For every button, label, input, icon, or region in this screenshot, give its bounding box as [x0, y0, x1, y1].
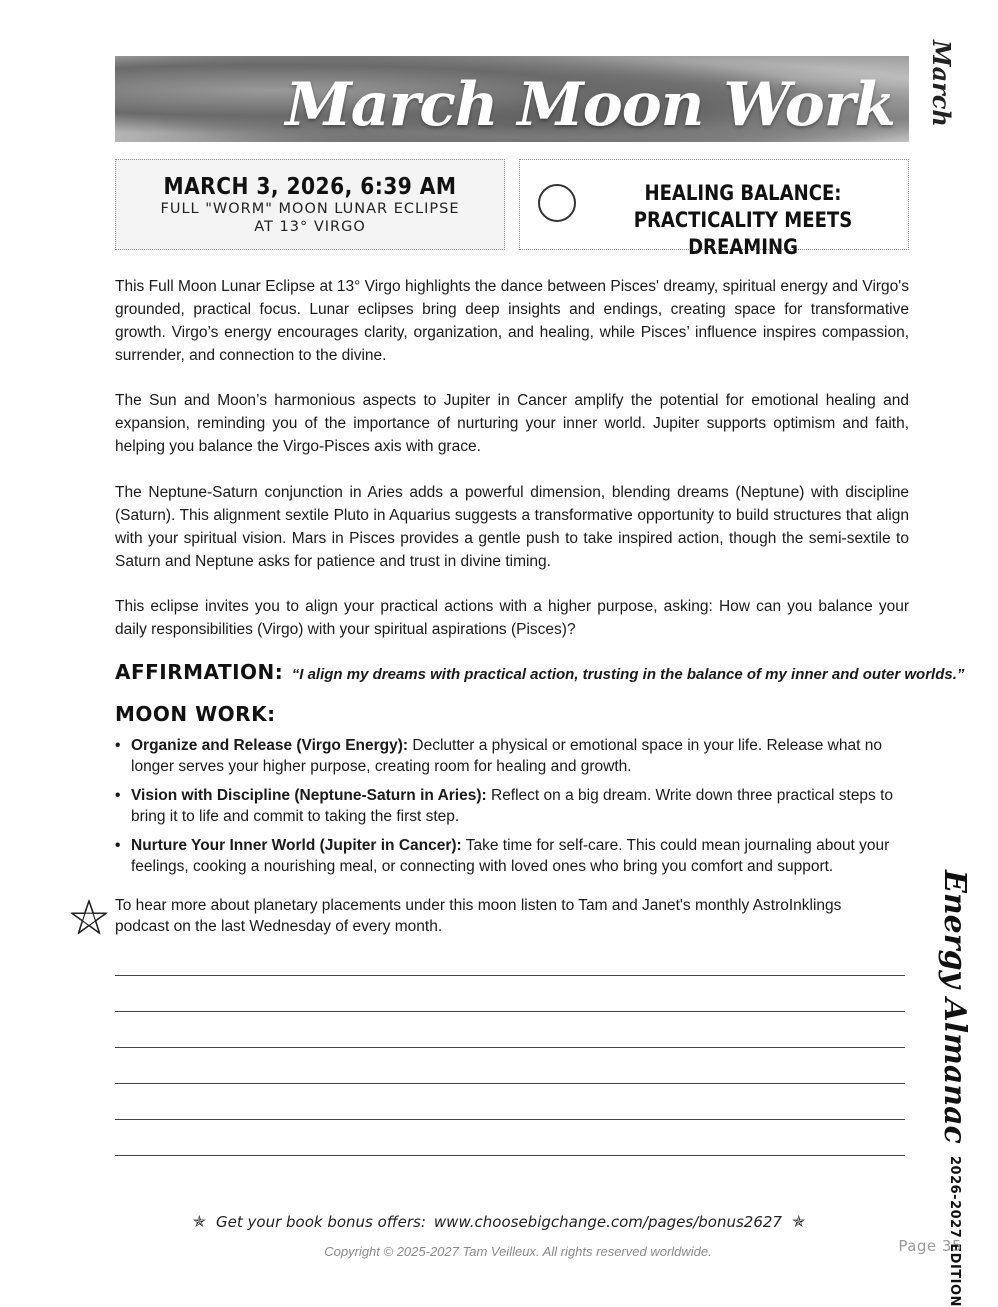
- offer-link[interactable]: www.choosebigchange.com/pages/bonus2627: [433, 1213, 782, 1231]
- list-item-text: Reflect on a big dream. Write down three practical steps to bring it to life and commit to taking the first step.: [131, 787, 894, 825]
- moon-type: FULL "WORM" MOON LUNAR ECLIPSE: [160, 201, 460, 217]
- list-item-title: Nurture Your Inner World (Jupiter in Cancer):: [131, 837, 462, 854]
- edition-label: 2026-2027 EDITION: [947, 1156, 962, 1307]
- list-item-title: Organize and Release (Virgo Energy):: [131, 737, 409, 754]
- list-item-title: Vision with Discipline (Neptune-Saturn in Aries):: [131, 787, 487, 804]
- full-moon-icon: [538, 184, 576, 222]
- moon-work-heading: MOON WORK:: [115, 702, 276, 726]
- paragraph: This Full Moon Lunar Eclipse at 13° Virgo highlights the dance between Pisces' dreamy, spiritual energy and Virgo's grounded, practical focus. Lunar eclipses bring deep insights and endings, creating space for transformative growth. Virgo’s energy encourages clarity, organization, and healing, while Pisces’ influence inspires compassion, surrender, and connection to the divine.: [115, 278, 909, 364]
- banner-title: March Moon Work: [285, 70, 895, 140]
- copyright: Copyright © 2025-2027 Tam Veilleux. All rights reserved worldwide.: [324, 1244, 712, 1259]
- moon-date-box: [115, 159, 505, 250]
- writing-line: [115, 1155, 905, 1156]
- paragraph: This eclipse invites you to align your practical actions with a higher purpose, asking: How can you balance your daily responsibilities (Virgo) with your spiritual aspirations (Pisces)?: [115, 598, 909, 638]
- writing-line: [115, 1119, 905, 1120]
- theme-box: [519, 159, 909, 259]
- writing-line: [115, 1047, 905, 1048]
- side-month-label: March: [927, 40, 956, 127]
- writing-line: [115, 1011, 905, 1012]
- list-item: [115, 835, 909, 877]
- affirmation-label: AFFIRMATION:: [115, 660, 284, 684]
- brand-name: Energy Almanac: [937, 870, 972, 1144]
- list-item: [115, 785, 909, 827]
- moon-date: MARCH 3, 2026, 6:39 AM: [163, 174, 457, 200]
- list-item-text: Declutter a physical or emotional space in your life. Release what no longer serves your higher purpose, creating room for healing and growth.: [131, 737, 882, 775]
- paragraph: The Neptune-Saturn conjunction in Aries adds a powerful dimension, blending dreams (Neptune) with discipline (Saturn). This alignment sextile Pluto in Aquarius suggests a transformative opportunity to build structures that align with your spiritual vision. Mars in Pisces provides a gentle push to take inspired action, though the semi-sextile to Saturn and Neptune asks for patience and trust in divine timing.: [115, 484, 909, 570]
- page-number: Page 35: [898, 1237, 962, 1255]
- affirmation-text: “I align my dreams with practical action, trusting in the balance of my inner and outer worlds.”: [291, 666, 965, 683]
- list-item: [115, 735, 909, 777]
- podcast-note: To hear more about planetary placements under this moon listen to Tam and Janet's monthly AstroInklings podcast on the last Wednesday of every month.: [115, 897, 842, 935]
- star-icon: ✯: [791, 1212, 806, 1231]
- star-icon: ✯: [192, 1212, 207, 1231]
- moon-sign: AT 13° VIRGO: [254, 219, 366, 235]
- offer-label: Get your book bonus offers:: [216, 1213, 426, 1231]
- writing-line: [115, 1083, 905, 1084]
- star-icon: [70, 898, 108, 936]
- affirmation: [115, 660, 965, 684]
- paragraph: The Sun and Moon’s harmonious aspects to Jupiter in Cancer amplify the potential for emotional healing and expansion, reminding you of the importance of nurturing your inner world. Jupiter supports optimism and faith, helping you balance the Virgo-Pisces axis with grace.: [115, 392, 909, 455]
- footer-offer: [0, 1212, 998, 1231]
- writing-line: [115, 975, 905, 976]
- title-banner: [115, 56, 909, 142]
- theme-title: HEALING BALANCE: PRACTICALITY MEETS DREAMING: [633, 181, 853, 259]
- moon-work-list: [115, 735, 909, 885]
- list-item-text: Take time for self-care. This could mean journaling about your feelings, cooking a nourishing meal, or connecting with loved ones who bring you comfort and support.: [131, 837, 890, 875]
